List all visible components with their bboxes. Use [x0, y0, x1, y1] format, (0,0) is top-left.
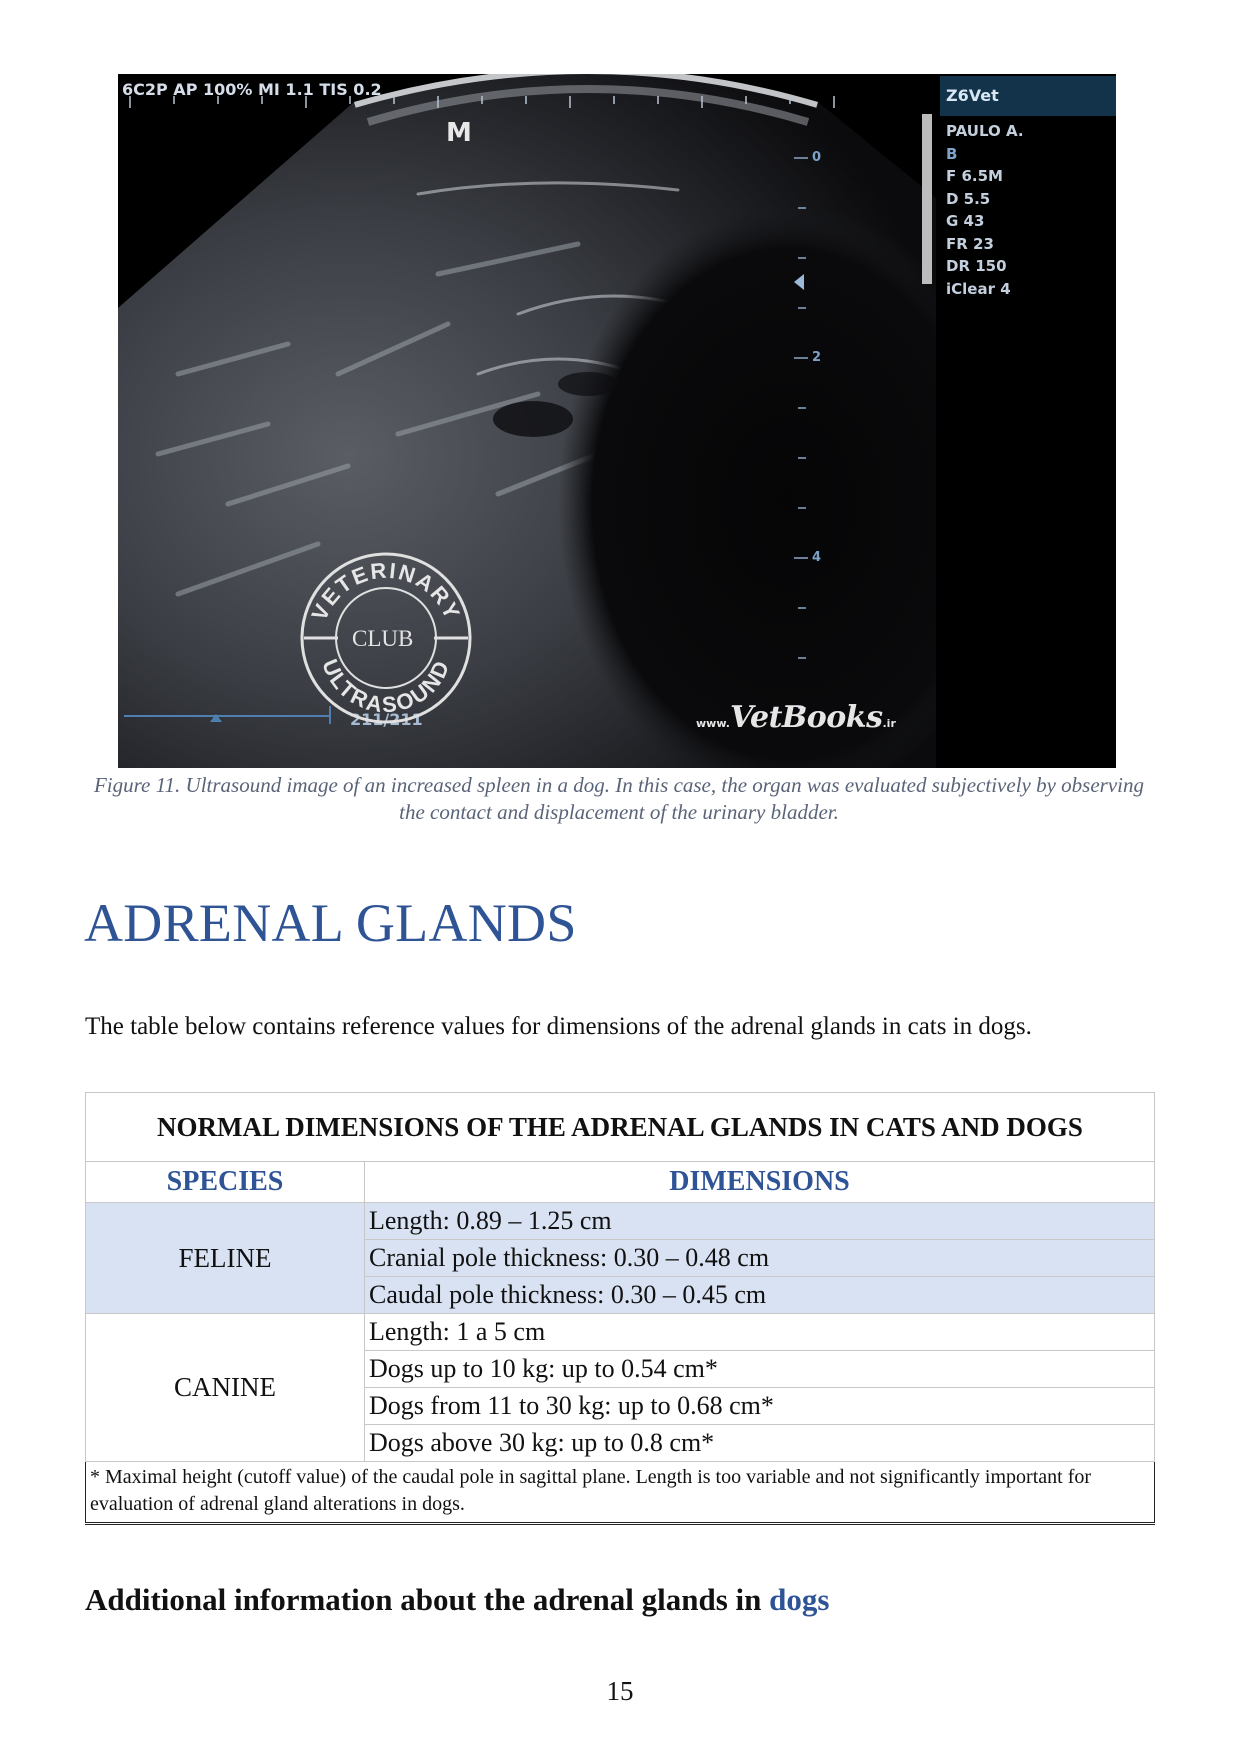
figure-caption: Figure 11. Ultrasound image of an increased spleen in a dog. In this case, the organ was evaluated subjectively by observing the contact and displacement of the urinary bladder.: [93, 773, 1144, 824]
param-frequency: F 6.5M: [946, 167, 1003, 185]
adrenal-dimensions-table: [85, 1092, 1155, 1525]
seal-club-text: CLUB: [352, 626, 414, 651]
intro-paragraph: The table below contains reference values for dimensions of the adrenal glands in cats in dogs.: [85, 1013, 1032, 1040]
table-footnote: * Maximal height (cutoff value) of the caudal pole in sagittal plane. Length is too variable and not significantly important for evaluation of adrenal gland alterations in dogs.: [86, 1462, 1155, 1524]
canine-dimension-row: Length: 1 a 5 cm: [365, 1314, 1155, 1351]
scanner-header: 6C2P AP 100% MI 1.1 TIS 0.2: [122, 80, 382, 99]
feline-dimension-row: Cranial pole thickness: 0.30 – 0.48 cm: [365, 1240, 1155, 1277]
param-depth: D 5.5: [946, 189, 991, 208]
veterinary-ultrasound-club-seal: [298, 550, 474, 726]
subheading-additional-info: [85, 1582, 829, 1618]
scanner-brand: Z6Vet: [946, 86, 999, 105]
ultrasound-image: [118, 74, 1116, 768]
subheading-accent: dogs: [769, 1582, 830, 1617]
scanner-parameters: [946, 120, 1024, 300]
species-canine: CANINE: [86, 1314, 365, 1462]
frame-counter: 211/211: [350, 710, 423, 729]
param-dynamic-range: DR 150: [946, 257, 1007, 275]
species-feline: FELINE: [86, 1203, 365, 1314]
svg-text:VETERINARY: VETERINARY: [306, 557, 466, 625]
canine-dimension-row: Dogs from 11 to 30 kg: up to 0.68 cm*: [365, 1388, 1155, 1425]
param-operator: PAULO A.: [946, 122, 1024, 140]
feline-dimension-row: Caudal pole thickness: 0.30 – 0.45 cm: [365, 1277, 1155, 1314]
header-dimensions: DIMENSIONS: [365, 1162, 1155, 1203]
svg-text:ULTRASOUND: ULTRASOUND: [317, 655, 455, 718]
canine-dimension-row: Dogs above 30 kg: up to 0.8 cm*: [365, 1425, 1155, 1462]
scanner-brand-bar: [940, 76, 1116, 116]
depth-mark-2: 2: [812, 350, 822, 365]
subheading-text: Additional information about the adrenal glands in: [85, 1582, 770, 1617]
table-title: NORMAL DIMENSIONS OF THE ADRENAL GLANDS IN CATS AND DOGS: [86, 1093, 1155, 1162]
feline-dimension-row: Length: 0.89 – 1.25 cm: [365, 1203, 1155, 1240]
param-iclear: iClear 4: [946, 279, 1011, 298]
header-species: SPECIES: [86, 1162, 365, 1203]
vetbooks-watermark: www.VetBooks.ir: [696, 700, 896, 735]
depth-mark-4: 4: [812, 550, 822, 565]
page-number: 15: [606, 1676, 634, 1706]
param-frame-rate: FR 23: [946, 234, 994, 253]
depth-mark-0: 0: [812, 150, 822, 165]
param-mode: B: [946, 144, 958, 163]
canine-dimension-row: Dogs up to 10 kg: up to 0.54 cm*: [365, 1351, 1155, 1388]
section-title: ADRENAL GLANDS: [84, 893, 577, 953]
param-gain: G 43: [946, 212, 985, 230]
mode-mark: M: [446, 118, 472, 148]
